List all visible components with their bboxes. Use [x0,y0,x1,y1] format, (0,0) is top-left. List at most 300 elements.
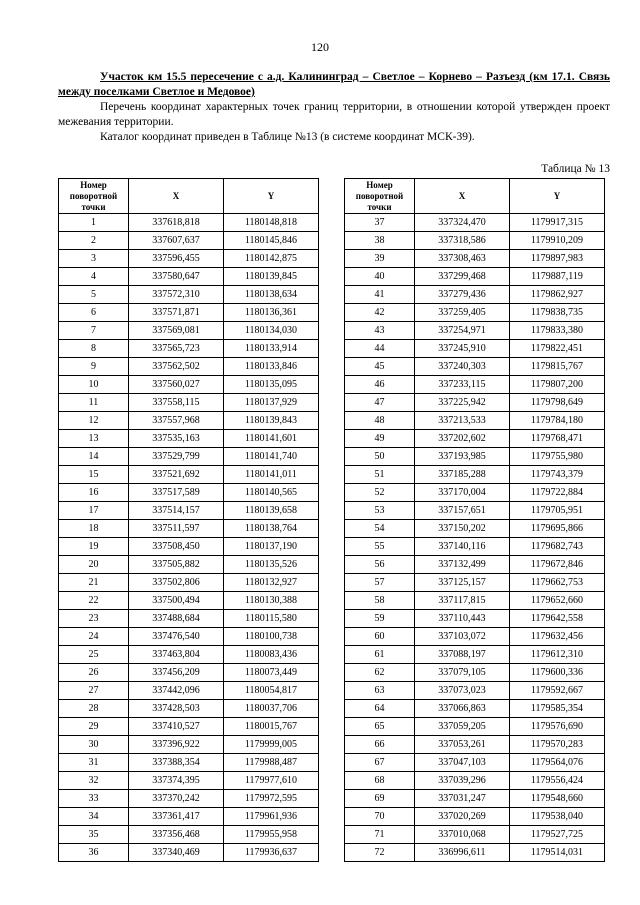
cell-y: 1179564,076 [510,754,605,772]
table-row [59,646,319,664]
table-row [59,394,319,412]
table-row [345,592,605,610]
cell-x: 337562,502 [129,358,224,376]
cell-x: 337361,417 [129,808,224,826]
cell-x: 337079,105 [415,664,510,682]
cell-point-number: 45 [345,358,415,376]
cell-x: 337240,303 [415,358,510,376]
cell-x: 337299,468 [415,268,510,286]
table-row [345,358,605,376]
table-row [59,376,319,394]
table-row [345,232,605,250]
cell-point-number: 32 [59,772,129,790]
cell-x: 337370,242 [129,790,224,808]
cell-x: 337318,586 [415,232,510,250]
cell-point-number: 27 [59,682,129,700]
cell-point-number: 46 [345,376,415,394]
table-row [59,430,319,448]
table-row [59,322,319,340]
cell-x: 337571,871 [129,304,224,322]
cell-point-number: 61 [345,646,415,664]
table-row [345,484,605,502]
cell-x: 337185,288 [415,466,510,484]
cell-x: 337132,499 [415,556,510,574]
cell-point-number: 68 [345,772,415,790]
cell-x: 337117,815 [415,592,510,610]
table-body-right [345,214,605,862]
cell-x: 337456,209 [129,664,224,682]
cell-y: 1180139,843 [224,412,319,430]
cell-y: 1179527,725 [510,826,605,844]
cell-point-number: 38 [345,232,415,250]
cell-x: 337088,197 [415,646,510,664]
cell-y: 1179838,735 [510,304,605,322]
cell-y: 1179977,610 [224,772,319,790]
cell-x: 337396,922 [129,736,224,754]
table-row [345,664,605,682]
cell-point-number: 33 [59,790,129,808]
table-row [59,664,319,682]
cell-x: 337476,540 [129,628,224,646]
table-row [345,340,605,358]
cell-point-number: 20 [59,556,129,574]
table-row [59,250,319,268]
cell-point-number: 66 [345,736,415,754]
cell-x: 337505,882 [129,556,224,574]
table-row [59,700,319,718]
cell-point-number: 5 [59,286,129,304]
cell-y: 1179972,595 [224,790,319,808]
cell-point-number: 69 [345,790,415,808]
table-row [59,268,319,286]
cell-x: 337279,436 [415,286,510,304]
cell-x: 337157,651 [415,502,510,520]
cell-x: 337572,310 [129,286,224,304]
table-row [345,682,605,700]
cell-x: 337596,455 [129,250,224,268]
cell-y: 1179798,649 [510,394,605,412]
cell-point-number: 10 [59,376,129,394]
cell-y: 1179722,884 [510,484,605,502]
cell-x: 337047,103 [415,754,510,772]
cell-point-number: 17 [59,502,129,520]
cell-y: 1179585,354 [510,700,605,718]
cell-x: 337125,157 [415,574,510,592]
table-row [345,412,605,430]
table-row [345,304,605,322]
table-row [59,772,319,790]
cell-x: 337233,115 [415,376,510,394]
cell-x: 337170,004 [415,484,510,502]
cell-point-number: 21 [59,574,129,592]
paragraph-catalog-reference: Каталог координат приведен в Таблице №13 (в системе координат МСК-39). [100,131,475,143]
cell-y: 1179672,846 [510,556,605,574]
cell-y: 1180130,388 [224,592,319,610]
table-row [345,268,605,286]
cell-y: 1180133,846 [224,358,319,376]
cell-y: 1179662,753 [510,574,605,592]
cell-y: 1179612,310 [510,646,605,664]
cell-x: 337340,469 [129,844,224,862]
cell-x: 337488,684 [129,610,224,628]
table-row [345,502,605,520]
cell-point-number: 7 [59,322,129,340]
cell-point-number: 52 [345,484,415,502]
cell-y: 1180148,818 [224,214,319,232]
cell-y: 1179936,637 [224,844,319,862]
cell-x: 337020,269 [415,808,510,826]
cell-point-number: 42 [345,304,415,322]
cell-y: 1179548,660 [510,790,605,808]
table-row [345,736,605,754]
cell-point-number: 59 [345,610,415,628]
cell-x: 337535,163 [129,430,224,448]
cell-y: 1179988,487 [224,754,319,772]
cell-point-number: 19 [59,538,129,556]
cell-point-number: 72 [345,844,415,862]
cell-point-number: 31 [59,754,129,772]
table-row [59,304,319,322]
cell-y: 1179576,690 [510,718,605,736]
cell-point-number: 62 [345,664,415,682]
cell-x: 337511,597 [129,520,224,538]
cell-y: 1180141,011 [224,466,319,484]
cell-y: 1180073,449 [224,664,319,682]
cell-point-number: 48 [345,412,415,430]
coordinates-table-right [344,178,605,862]
cell-point-number: 70 [345,808,415,826]
cell-y: 1180135,526 [224,556,319,574]
cell-y: 1179695,866 [510,520,605,538]
cell-y: 1180015,767 [224,718,319,736]
cell-y: 1179999,005 [224,736,319,754]
cell-x: 337150,202 [415,520,510,538]
cell-x: 337618,818 [129,214,224,232]
cell-point-number: 28 [59,700,129,718]
cell-y: 1179961,936 [224,808,319,826]
cell-point-number: 2 [59,232,129,250]
table-row [345,628,605,646]
table-row [59,574,319,592]
table-row [345,826,605,844]
cell-y: 1180054,817 [224,682,319,700]
table-row [345,610,605,628]
table-row [345,286,605,304]
cell-point-number: 34 [59,808,129,826]
cell-point-number: 50 [345,448,415,466]
cell-x: 337213,533 [415,412,510,430]
cell-y: 1180132,927 [224,574,319,592]
table-row [59,790,319,808]
cell-x: 337565,723 [129,340,224,358]
cell-x: 337053,261 [415,736,510,754]
header-y: Y [224,179,319,214]
cell-point-number: 6 [59,304,129,322]
cell-y: 1180140,565 [224,484,319,502]
table-caption: Таблица № 13 [541,163,610,175]
cell-point-number: 3 [59,250,129,268]
cell-y: 1180135,095 [224,376,319,394]
table-row [59,826,319,844]
table-body-left [59,214,319,862]
cell-point-number: 39 [345,250,415,268]
table-row [345,322,605,340]
cell-point-number: 8 [59,340,129,358]
cell-point-number: 43 [345,322,415,340]
cell-x: 337463,804 [129,646,224,664]
table-row [59,844,319,862]
cell-y: 1180139,845 [224,268,319,286]
cell-point-number: 54 [345,520,415,538]
cell-x: 337500,494 [129,592,224,610]
table-row [345,718,605,736]
cell-y: 1180115,580 [224,610,319,628]
table-row [345,646,605,664]
cell-x: 337428,503 [129,700,224,718]
cell-y: 1179768,471 [510,430,605,448]
cell-y: 1180134,030 [224,322,319,340]
coordinates-table-left [58,178,319,862]
cell-y: 1179755,980 [510,448,605,466]
cell-point-number: 55 [345,538,415,556]
table-row [59,556,319,574]
cell-y: 1179556,424 [510,772,605,790]
cell-y: 1179862,927 [510,286,605,304]
cell-point-number: 23 [59,610,129,628]
cell-y: 1179815,767 [510,358,605,376]
cell-y: 1179570,283 [510,736,605,754]
cell-point-number: 36 [59,844,129,862]
cell-y: 1179955,958 [224,826,319,844]
page-number: 120 [311,40,329,54]
cell-x: 337073,023 [415,682,510,700]
cell-x: 337374,395 [129,772,224,790]
cell-x: 337066,863 [415,700,510,718]
cell-point-number: 63 [345,682,415,700]
cell-x: 337245,910 [415,340,510,358]
cell-x: 337202,602 [415,430,510,448]
cell-y: 1180139,658 [224,502,319,520]
cell-x: 337521,692 [129,466,224,484]
table-row [59,502,319,520]
header-x: X [415,179,510,214]
cell-x: 337193,985 [415,448,510,466]
cell-point-number: 64 [345,700,415,718]
table-header-row [345,179,605,214]
cell-point-number: 26 [59,664,129,682]
cell-point-number: 15 [59,466,129,484]
cell-x: 337259,405 [415,304,510,322]
cell-point-number: 37 [345,214,415,232]
cell-x: 337356,468 [129,826,224,844]
cell-x: 337140,116 [415,538,510,556]
cell-x: 337607,637 [129,232,224,250]
cell-y: 1179917,315 [510,214,605,232]
cell-x: 337225,942 [415,394,510,412]
cell-point-number: 44 [345,340,415,358]
table-row [59,718,319,736]
header-y: Y [510,179,605,214]
header-x: X [129,179,224,214]
cell-point-number: 14 [59,448,129,466]
cell-y: 1179822,451 [510,340,605,358]
cell-x: 337039,296 [415,772,510,790]
table-row [345,700,605,718]
table-row [345,394,605,412]
cell-point-number: 56 [345,556,415,574]
table-row [345,448,605,466]
cell-x: 337569,081 [129,322,224,340]
cell-x: 336996,611 [415,844,510,862]
table-row [59,448,319,466]
table-row [345,430,605,448]
cell-x: 337059,205 [415,718,510,736]
cell-y: 1179652,660 [510,592,605,610]
cell-x: 337103,072 [415,628,510,646]
table-row [59,520,319,538]
cell-y: 1179632,456 [510,628,605,646]
cell-x: 337529,799 [129,448,224,466]
table-row [345,808,605,826]
cell-y: 1180136,361 [224,304,319,322]
cell-point-number: 13 [59,430,129,448]
table-row [59,610,319,628]
cell-point-number: 49 [345,430,415,448]
cell-x: 337442,096 [129,682,224,700]
table-row [345,376,605,394]
cell-y: 1179592,667 [510,682,605,700]
cell-x: 337557,968 [129,412,224,430]
table-row [345,844,605,862]
cell-x: 337558,115 [129,394,224,412]
table-row [59,682,319,700]
header-point-number: Номер поворотной точки [59,179,129,214]
cell-point-number: 18 [59,520,129,538]
cell-x: 337514,157 [129,502,224,520]
table-row [345,790,605,808]
table-row [345,754,605,772]
cell-x: 337308,463 [415,250,510,268]
header-point-number: Номер поворотной точки [345,179,415,214]
cell-point-number: 60 [345,628,415,646]
cell-y: 1179897,983 [510,250,605,268]
cell-point-number: 35 [59,826,129,844]
cell-x: 337010,068 [415,826,510,844]
cell-y: 1180133,914 [224,340,319,358]
cell-point-number: 65 [345,718,415,736]
cell-y: 1180037,706 [224,700,319,718]
table-row [59,592,319,610]
cell-point-number: 53 [345,502,415,520]
table-row [59,736,319,754]
cell-x: 337388,354 [129,754,224,772]
cell-y: 1179910,209 [510,232,605,250]
cell-x: 337517,589 [129,484,224,502]
cell-x: 337508,450 [129,538,224,556]
cell-point-number: 51 [345,466,415,484]
cell-point-number: 4 [59,268,129,286]
cell-point-number: 11 [59,394,129,412]
cell-y: 1180083,436 [224,646,319,664]
cell-point-number: 67 [345,754,415,772]
table-row [59,214,319,232]
cell-x: 337502,806 [129,574,224,592]
table-header-row [59,179,319,214]
cell-y: 1179600,336 [510,664,605,682]
table-row [345,214,605,232]
cell-point-number: 12 [59,412,129,430]
cell-y: 1180137,929 [224,394,319,412]
cell-y: 1179743,379 [510,466,605,484]
cell-point-number: 71 [345,826,415,844]
cell-point-number: 41 [345,286,415,304]
section-heading: Участок км 15.5 пересечение с а.д. Калининград – Светлое – Корнево – Разъезд (км 17.1. Связь между поселками Светлое и Медовое) [58,71,610,98]
cell-x: 337110,443 [415,610,510,628]
table-row [59,340,319,358]
cell-point-number: 58 [345,592,415,610]
cell-x: 337580,647 [129,268,224,286]
cell-point-number: 30 [59,736,129,754]
cell-point-number: 22 [59,592,129,610]
cell-y: 1179705,951 [510,502,605,520]
table-row [345,538,605,556]
table-row [59,754,319,772]
cell-point-number: 57 [345,574,415,592]
cell-y: 1180138,634 [224,286,319,304]
table-row [59,466,319,484]
cell-y: 1180145,846 [224,232,319,250]
cell-y: 1179784,180 [510,412,605,430]
cell-y: 1180141,740 [224,448,319,466]
table-row [59,808,319,826]
cell-y: 1179833,380 [510,322,605,340]
paragraph-boundary-description: Перечень координат характерных точек границ территории, в отношении которой утвержден проект межевания территории. [58,101,610,128]
cell-y: 1179642,558 [510,610,605,628]
table-row [345,772,605,790]
cell-x: 337410,527 [129,718,224,736]
table-row [59,484,319,502]
cell-y: 1179682,743 [510,538,605,556]
cell-x: 337560,027 [129,376,224,394]
cell-point-number: 1 [59,214,129,232]
cell-y: 1180137,190 [224,538,319,556]
table-row [345,466,605,484]
cell-point-number: 25 [59,646,129,664]
table-row [345,574,605,592]
table-row [345,556,605,574]
table-row [59,412,319,430]
cell-x: 337254,971 [415,322,510,340]
table-row [59,358,319,376]
cell-y: 1180142,875 [224,250,319,268]
cell-point-number: 29 [59,718,129,736]
cell-y: 1179514,031 [510,844,605,862]
cell-point-number: 9 [59,358,129,376]
table-row [59,538,319,556]
cell-y: 1179887,119 [510,268,605,286]
cell-point-number: 40 [345,268,415,286]
cell-y: 1180100,738 [224,628,319,646]
cell-point-number: 24 [59,628,129,646]
table-row [345,250,605,268]
table-row [345,520,605,538]
cell-x: 337031,247 [415,790,510,808]
cell-x: 337324,470 [415,214,510,232]
table-row [59,286,319,304]
cell-y: 1179538,040 [510,808,605,826]
cell-y: 1179807,200 [510,376,605,394]
cell-y: 1180138,764 [224,520,319,538]
